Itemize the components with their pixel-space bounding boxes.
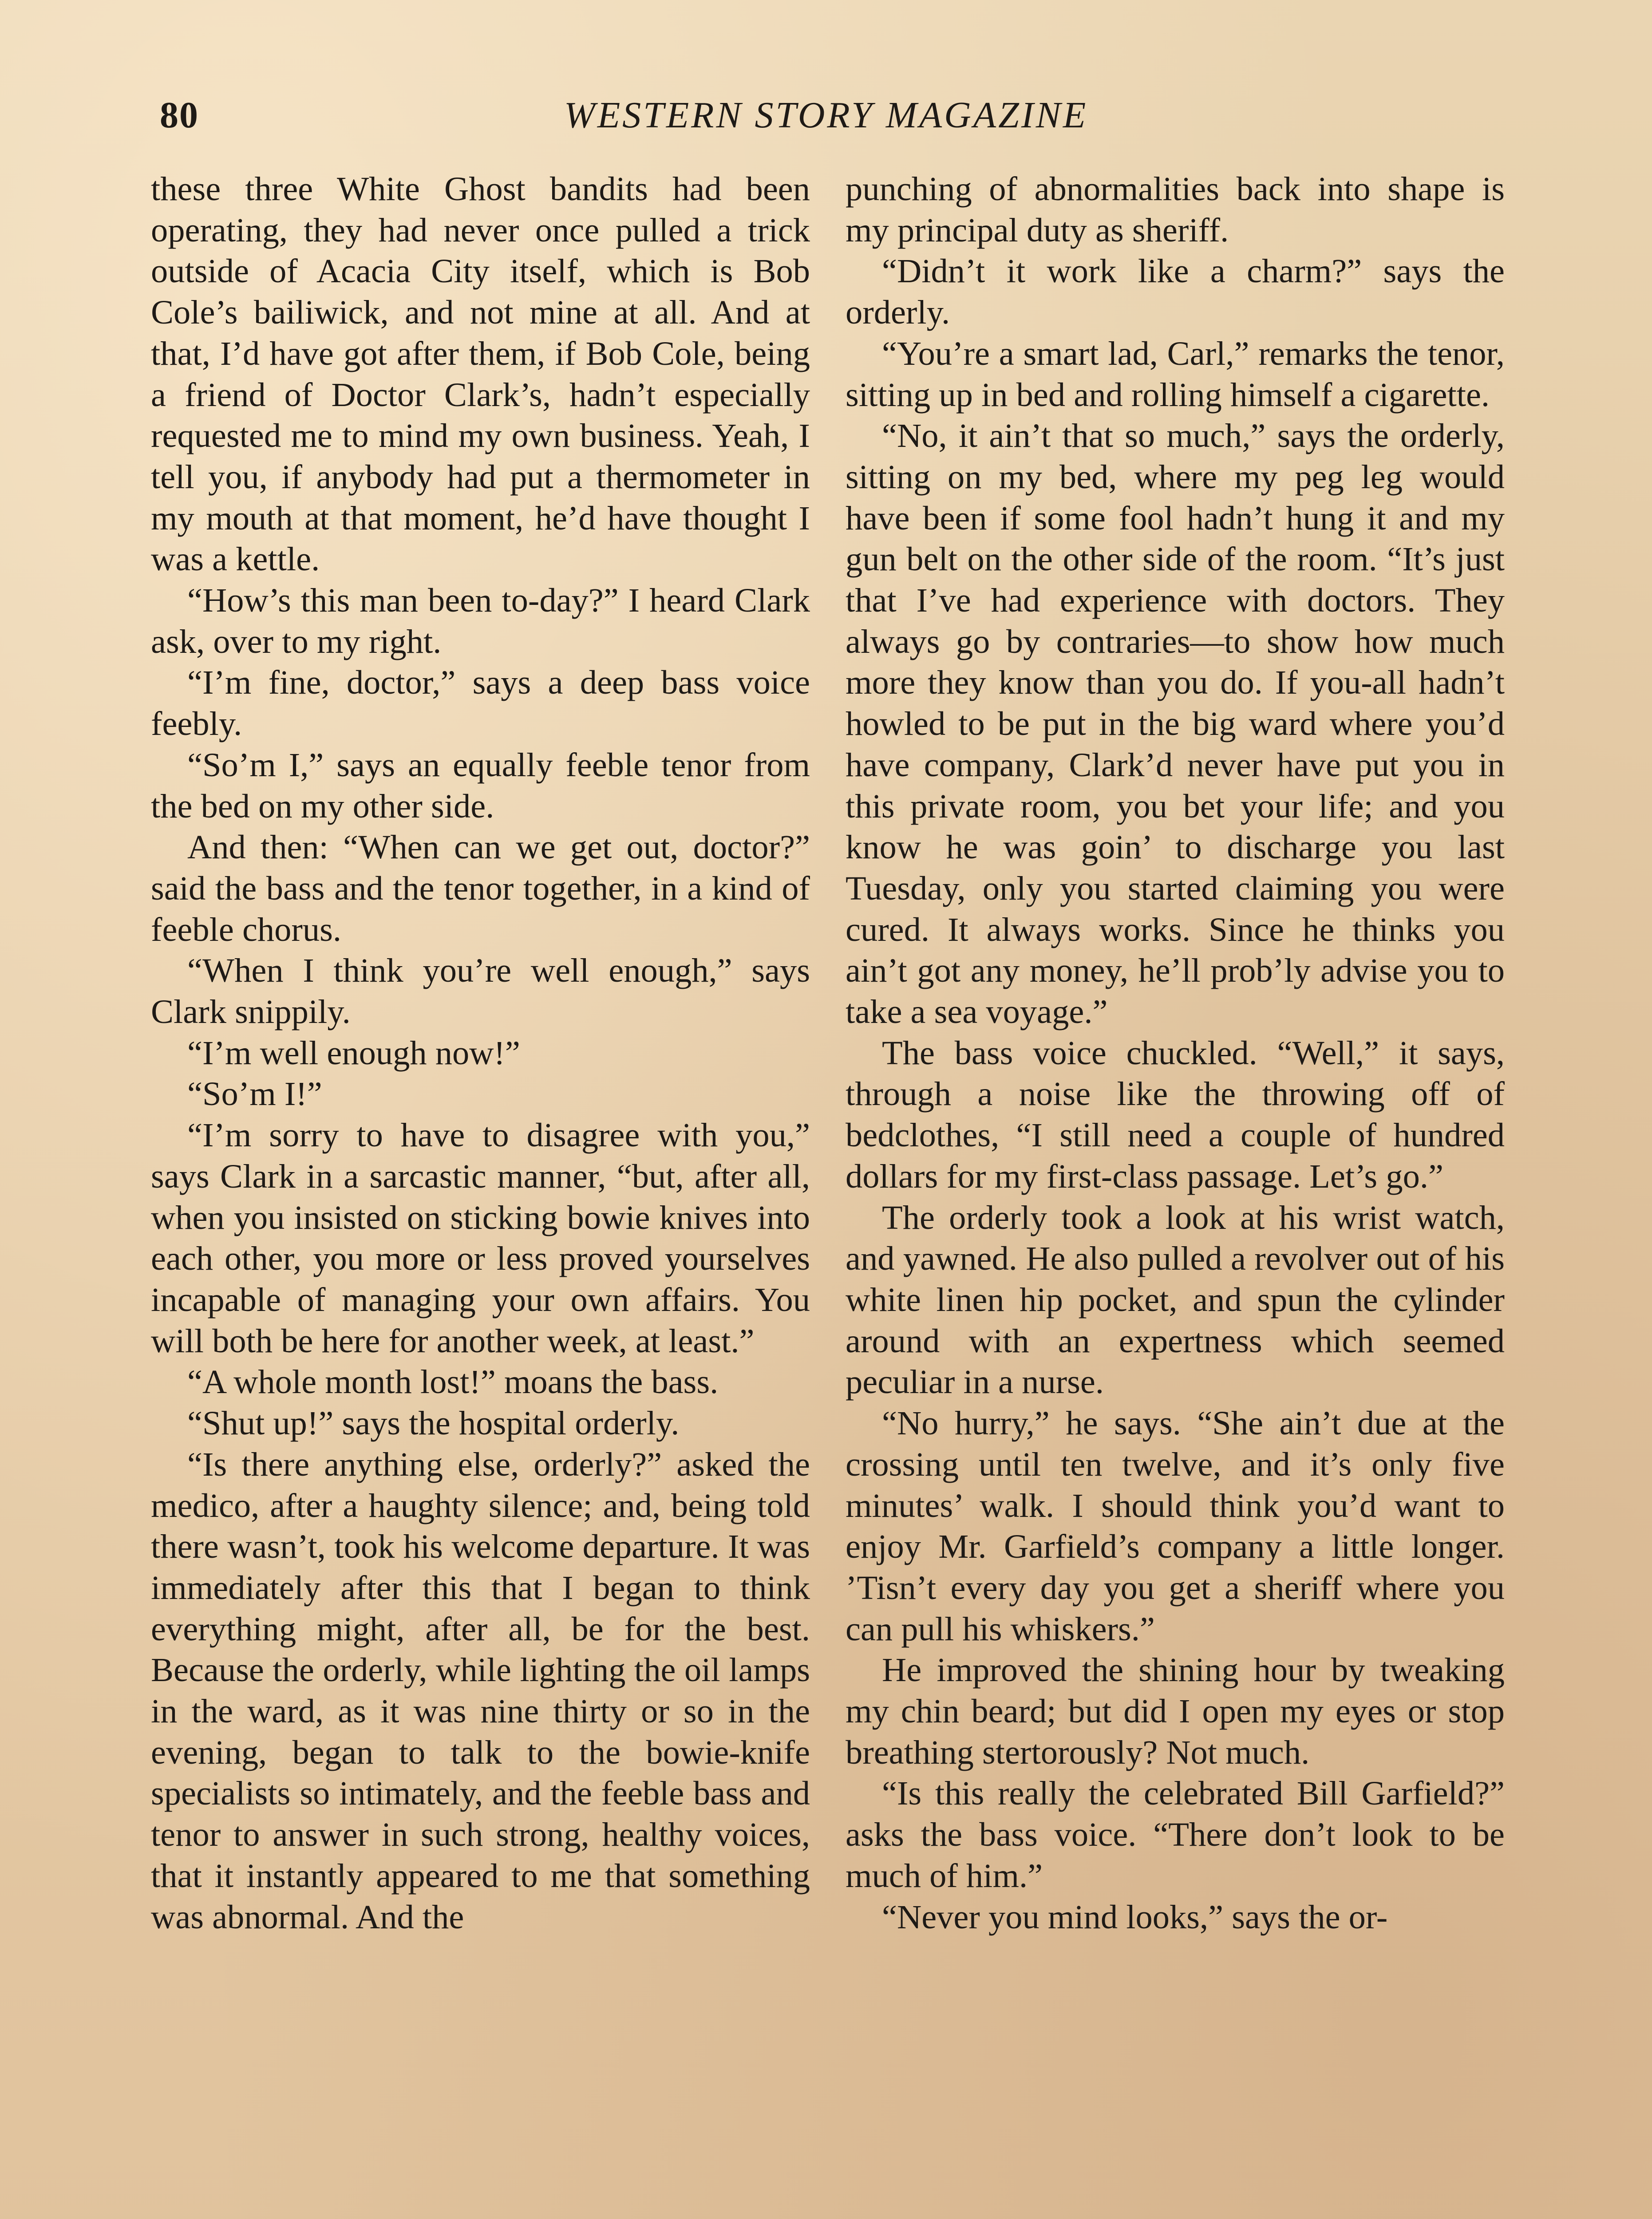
paragraph: “No hurry,” he says. “She ain’t due at the crossing until ten twelve, and it’s only five minutes’ walk. I should think you’d want to enjoy Mr. Garfield’s company a little longer. ’Tisn’t every day you get a sheriff where you can pull his whiskers.” [846, 1404, 1505, 1648]
right-column [846, 169, 1505, 1938]
paragraph: He improved the shining hour by tweaking my chin beard; but did I open my eyes or stop breathing stertorously? Not much. [846, 1651, 1505, 1771]
paragraph: “Didn’t it work like a charm?” says the orderly. [846, 252, 1505, 332]
paragraph: “No, it ain’t that so much,” says the orderly, sitting on my bed, where my peg leg would have been if some fool hadn’t hung it and my gun belt on the other side of the room. “It’s just that I’ve had experience with doctors. They always go by contraries—to show how much more they know than you do. If you-all hadn’t howled to be put in the big ward where you’d have company, Clark’d never have put you in this private room, you bet your life; and you know he was goin’ to discharge you last Tuesday, only you started claiming you were cured. It always works. Since he thinks you ain’t got any money, he’ll prob’ly advise you to take a sea voyage.” [846, 417, 1505, 1031]
paragraph: “So’m I!” [187, 1075, 322, 1113]
paragraph: “I’m fine, doctor,” says a deep bass voice feebly. [151, 663, 810, 743]
running-head: WESTERN STORY MAGAZINE [564, 95, 1088, 136]
paragraph: “When I think you’re well enough,” says Clark snippily. [151, 952, 810, 1031]
paragraph: “Is there anything else, orderly?” asked the medico, after a haughty silence; and, being told there wasn’t, took his welcome departure. It was immediately after this that I began to think everything might, after all, be for the best. Because the orderly, while lighting the oil lamps in the ward, as it was nine thirty or so in the evening, began to talk to the bowie-knife specialists so intimately, and the feeble bass and tenor to answer in such strong, healthy voices, that it instantly appeared to me that something was abnormal. And the [151, 1445, 810, 1936]
left-column [151, 169, 810, 1938]
page-number: 80 [160, 95, 199, 136]
paragraph: “You’re a smart lad, Carl,” remarks the tenor, sitting up in bed and rolling himself a cigarette. [846, 334, 1505, 414]
paragraph: punching of abnormalities back into shape is my principal duty as sheriff. [846, 170, 1505, 249]
paragraph: “Shut up!” says the hospital orderly. [187, 1404, 680, 1442]
paragraph: these three White Ghost bandits had been operating, they had never once pulled a trick outside of Acacia City itself, which is Bob Cole’s bailiwick, and not mine at all. And at that, I’d have got after them, if Bob Cole, being a friend of Doctor Clark’s, hadn’t especially requested me to mind my own business. Yeah, I tell you, if anybody had put a thermometer in my mouth at that moment, he’d have thought I was a kettle. [151, 170, 810, 578]
paragraph: “How’s this man been to-day?” I heard Clark ask, over to my right. [151, 581, 810, 660]
paragraph: “I’m sorry to have to disagree with you,” says Clark in a sarcastic manner, “but, after all, when you insisted on sticking bowie knives into each other, you more or less proved yourselves incapable of managing your own affairs. You will both be here for another week, at least.” [151, 1116, 810, 1360]
paragraph: “A whole month lost!” moans the bass. [187, 1363, 719, 1401]
paragraph: The orderly took a look at his wrist watch, and yawned. He also pulled a revolver out of his white linen hip pocket, and spun the cylinder around with an expertness which seemed peculiar in a nurse. [846, 1198, 1505, 1401]
paragraph: “So’m I,” says an equally feeble tenor from the bed on my other side. [151, 746, 810, 825]
paragraph: “Is this really the celebrated Bill Garfield?” asks the bass voice. “There don’t look to be much of him.” [846, 1774, 1505, 1895]
paragraph: “Never you mind looks,” says the or- [882, 1898, 1388, 1936]
paragraph: And then: “When can we get out, doctor?” said the bass and the tenor together, in a kind of feeble chorus. [151, 828, 810, 948]
page-header [151, 89, 1501, 142]
paragraph: The bass voice chuckled. “Well,” it says, through a noise like the throwing off of bedclothes, “I still need a couple of hundred dollars for my first-class passage. Let’s go.” [846, 1034, 1505, 1195]
paragraph: “I’m well enough now!” [187, 1034, 520, 1072]
